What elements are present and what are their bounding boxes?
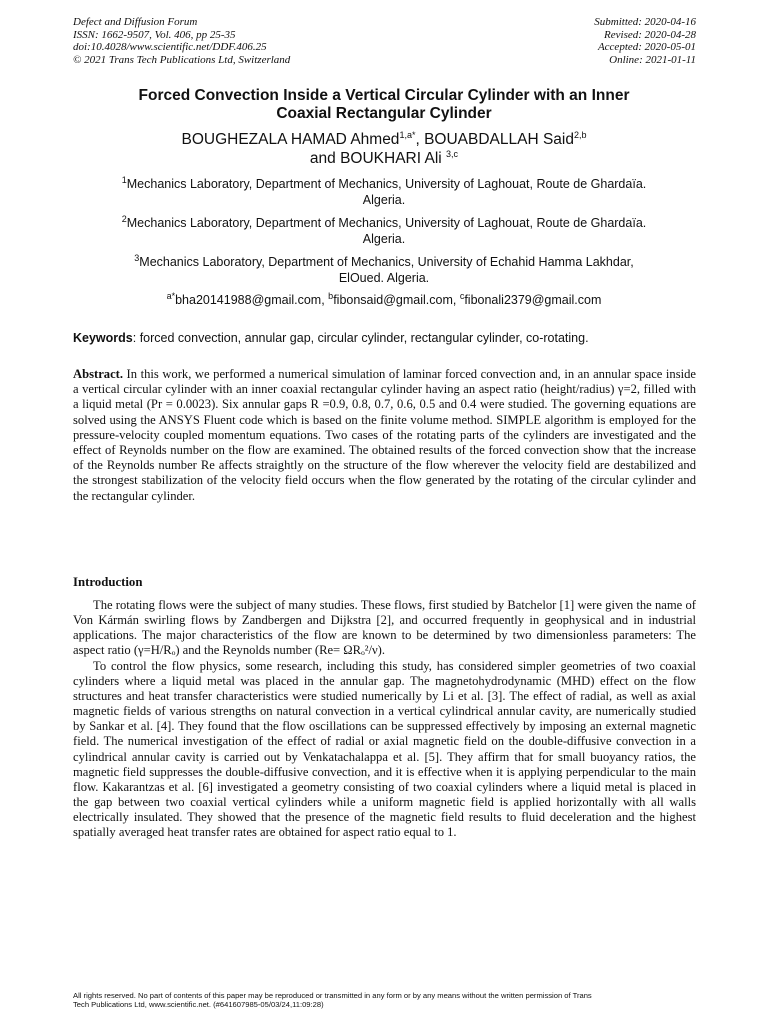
authors-line-1 <box>60 130 708 149</box>
copyright-line: © 2021 Trans Tech Publications Ltd, Switzerland <box>73 53 291 66</box>
email-b[interactable]: fibonsaid@gmail.com, <box>333 293 460 307</box>
email-a-marker: a* <box>166 290 176 301</box>
authors-line-2 <box>60 149 708 168</box>
journal-header <box>73 16 290 66</box>
author-1-marker: 1,a* <box>399 129 416 140</box>
email-c-marker: c <box>459 290 465 301</box>
online-date: Online: 2021-01-11 <box>609 53 696 66</box>
intro-paragraph-1: The rotating flows were the subject of many studies. These flows, first studied by Batchelor [1] were given the name of Von Kármán swirling flows by Zandbergen and Dijkstra [2], and occurred frequently in geophysical and in industrial applications. The major characteristics of the flow are known to be determined by two dimensionless parameters: The aspect ratio (γ=H/Rₒ) and the Reynolds number (Re= ΩRₒ²/ν). <box>73 598 696 658</box>
affiliation-2 <box>90 213 678 247</box>
author-1: BOUGHEZALA HAMAD Ahmed <box>181 131 400 148</box>
email-b-marker: b <box>328 290 334 301</box>
affiliation-2-marker: 2 <box>121 213 127 224</box>
author-list <box>60 130 708 168</box>
intro-paragraph-2: To control the flow physics, some research, including this study, has considered simpler geometries of two coaxial cylinders where a liquid metal was placed in the annular gap. The magnetohydrodynamic (MHD) effect on the flow structures and heat transfer characteristics were studied numerically by Li et al. [3]. The effect of radial, as well as axial magnetic fields of various strengths on natural convection in a vertical cylindrical annular cavity, are numerically studied by Sankar et al. [4]. They found that the flow oscillations can be suppressed effectively by imposing an external magnetic field. The numerical investigation of the effect of radial or axial magnetic field on the double-diffusive convection in a cylindrical annular cavity is carried out by Venkatachalappa et al. [5]. They affirm that for small buoyancy ratios, the magnetic field suppresses the double-diffusive convection, and it is effective when it is applying perpendicular to the main flow. Kakarantzas et al. [6] investigated a geometry consisting of two coaxial cylinders where a liquid metal is placed in the gap between two coaxial vertical cylinders while a uniform magnetic field is applied horizontally with all walls electrically insulated. They showed that the presence of the magnetic field results to fluid deceleration and the highest spatially averaged heat transfer rates are obtained for aspect ratio equal to 1. <box>73 658 696 840</box>
keywords-text: : forced convection, annular gap, circular cylinder, rectangular cylinder, co-rotating. <box>132 331 589 345</box>
doi-line: doi:10.4028/www.scientific.net/DDF.406.25 <box>73 41 267 53</box>
title-line-1: Forced Convection Inside a Vertical Circular Cylinder with an Inner <box>138 87 630 104</box>
keywords-label: Keywords <box>73 331 133 345</box>
abstract-label: Abstract. <box>73 367 124 381</box>
copyright-footer <box>73 991 696 1009</box>
affiliation-3 <box>90 252 678 286</box>
affiliation-3-line-2: ElOued. Algeria. <box>338 270 430 285</box>
affiliation-1 <box>90 174 678 208</box>
author-conjunction: and <box>309 150 341 167</box>
affiliation-1-line-2: Algeria. <box>362 192 406 207</box>
journal-name: Defect and Diffusion Forum <box>73 16 198 28</box>
introduction-body <box>73 598 696 841</box>
affiliation-1-marker: 1 <box>121 174 127 185</box>
author-2: BOUABDALLAH Said <box>424 131 574 148</box>
email-c[interactable]: fibonali2379@gmail.com <box>464 293 602 307</box>
affiliation-2-line-2: Algeria. <box>362 231 406 246</box>
title-line-2: Coaxial Rectangular Cylinder <box>276 105 492 122</box>
footer-line-1: All rights reserved. No part of contents of this paper may be reproduced or transmitted in any form or by any means without the written permission of Trans <box>73 991 592 1000</box>
footer-line-2: Tech Publications Ltd, www.scientific.net. (#641607985-05/03/24,11:09:28) <box>73 1000 324 1009</box>
author-3: BOUKHARI Ali <box>340 150 447 167</box>
author-3-marker: 3,c <box>446 148 459 159</box>
email-a[interactable]: bha20141988@gmail.com, <box>175 293 329 307</box>
author-emails <box>60 290 708 308</box>
author-separator: , <box>415 131 425 148</box>
affiliation-1-line-1: Mechanics Laboratory, Department of Mechanics, University of Laghouat, Route de Ghardaïa. <box>126 177 647 191</box>
accepted-date: Accepted: 2020-05-01 <box>597 41 696 53</box>
dates-header <box>594 16 696 66</box>
author-2-marker: 2,b <box>573 129 587 140</box>
affiliation-3-marker: 3 <box>134 252 140 263</box>
paper-title <box>60 87 708 123</box>
section-heading-introduction: Introduction <box>73 575 143 589</box>
revised-date: Revised: 2020-04-28 <box>604 28 696 41</box>
issn-line: ISSN: 1662-9507, Vol. 406, pp 25-35 <box>73 28 236 41</box>
abstract-text: In this work, we performed a numerical simulation of laminar forced convection and, in an annular space inside a vertical circular cylinder with an inner coaxial rectangular cylinder having an aspect ratio (height/radius) γ=2, filled with a liquid metal (Pr = 0.0023). Six annular gaps R =0.9, 0.8, 0.7, 0.6, 0.5 and 0.4 were studied. The governing equations are solved using the ANSYS Fluent code which is based on the finite volume method. SIMPLE algorithm is employed for the pressure-velocity coupled momentum equations. Two cases of the rotating parts of the cylinders are investigated and the effect of Reynolds number on the flow are examined. The obtained results of the forced convection show that the increase of the Reynolds number Re affects straightly on the structure of the flow wherever the velocity field are destabilized and the strongest stabilization of the velocity field occurs when the flow generated by the rotating of the circular cylinder and the rectangular cylinder. <box>73 367 696 503</box>
affiliation-3-line-1: Mechanics Laboratory, Department of Mechanics, University of Echahid Hamma Lakhdar, <box>139 255 634 269</box>
abstract <box>73 367 696 504</box>
keywords <box>73 331 696 346</box>
submitted-date: Submitted: 2020-04-16 <box>594 16 696 28</box>
affiliation-2-line-1: Mechanics Laboratory, Department of Mechanics, University of Laghouat, Route de Ghardaïa. <box>126 216 647 230</box>
